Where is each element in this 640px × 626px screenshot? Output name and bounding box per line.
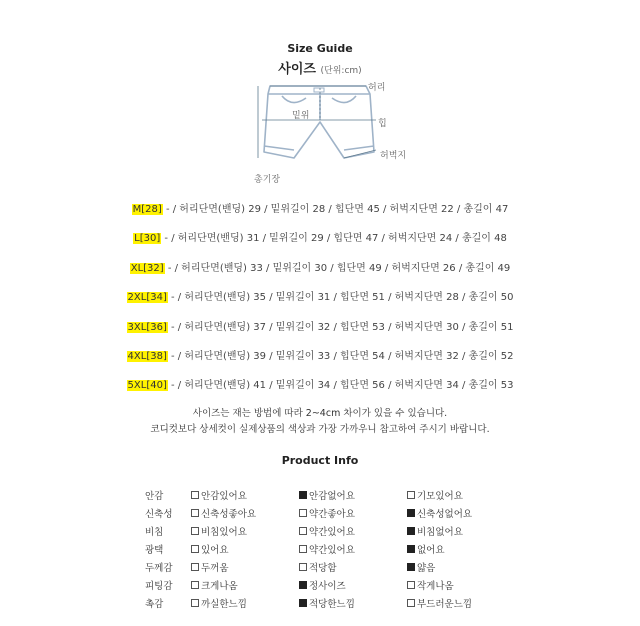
attribute-label: 안감 xyxy=(145,491,164,502)
attribute-option: 두꺼움 xyxy=(191,560,229,574)
size-code: M[28] xyxy=(132,204,162,215)
size-code: L[30] xyxy=(134,233,161,244)
checkbox-icon xyxy=(299,527,307,535)
attribute-option: 신축성좋아요 xyxy=(191,506,256,520)
unit-label: (단위:cm) xyxy=(320,66,362,76)
product-info-row-sheer xyxy=(145,524,585,542)
attribute-option: 약간좋아요 xyxy=(299,506,355,520)
product-info-table xyxy=(145,488,585,614)
product-info-row-stretch xyxy=(145,506,585,524)
attribute-option: 적당한느낌 xyxy=(299,596,355,610)
checkbox-checked-icon xyxy=(299,491,307,499)
checkbox-checked-icon xyxy=(407,545,415,553)
attribute-option: 적당함 xyxy=(299,560,337,574)
checkbox-checked-icon xyxy=(407,563,415,571)
attribute-option: 약간있어요 xyxy=(299,542,355,556)
checkbox-icon xyxy=(191,563,199,571)
checkbox-icon xyxy=(407,581,415,589)
size-row-2xl xyxy=(0,288,640,303)
checkbox-icon xyxy=(407,491,415,499)
attribute-option: 얇음 xyxy=(407,560,435,574)
checkbox-checked-icon xyxy=(407,527,415,535)
attribute-option: 크게나옴 xyxy=(191,578,238,592)
size-row-l xyxy=(0,229,640,244)
attribute-option: 기모있어요 xyxy=(407,488,463,502)
attribute-label: 비침 xyxy=(145,527,164,538)
size-code: 5XL[40] xyxy=(127,380,167,391)
size-subtitle-text: 사이즈 xyxy=(278,62,316,77)
checkbox-checked-icon xyxy=(299,581,307,589)
diagram-label-thigh: 허벅지 xyxy=(380,151,407,161)
checkbox-icon xyxy=(191,491,199,499)
attribute-label: 광택 xyxy=(145,545,164,556)
product-info-row-lining xyxy=(145,488,585,506)
size-guide-title: Size Guide xyxy=(287,42,353,55)
checkbox-icon xyxy=(299,545,307,553)
size-code: 2XL[34] xyxy=(127,292,167,303)
attribute-label: 피팅감 xyxy=(145,581,173,592)
size-code: 3XL[36] xyxy=(127,322,167,333)
product-info-row-fit xyxy=(145,578,585,596)
attribute-option: 신축성없어요 xyxy=(407,506,472,520)
attribute-option: 안감있어요 xyxy=(191,488,247,502)
product-info-row-texture xyxy=(145,596,585,614)
measurement-notes xyxy=(0,406,640,438)
diagram-label-rise: 밑위 xyxy=(292,111,310,121)
checkbox-icon xyxy=(299,509,307,517)
checkbox-icon xyxy=(191,545,199,553)
checkbox-checked-icon xyxy=(299,599,307,607)
attribute-option: 약간있어요 xyxy=(299,524,355,538)
product-info-row-gloss xyxy=(145,542,585,560)
attribute-option: 부드러운느낌 xyxy=(407,596,472,610)
diagram-label-hip: 힙 xyxy=(378,119,387,129)
size-measurements: - / 허리단면(밴딩) 33 / 밑위길이 30 / 힙단면 49 / 허벅지단면 26 / 총길이 49 xyxy=(164,263,511,274)
size-row-4xl xyxy=(0,347,640,362)
size-row-xl xyxy=(0,259,640,274)
shorts-diagram xyxy=(248,74,408,186)
attribute-option: 없어요 xyxy=(407,542,445,556)
size-measurements: - / 허리단면(밴딩) 39 / 밑위길이 33 / 힙단면 54 / 허벅지단면 32 / 총길이 52 xyxy=(167,351,514,362)
checkbox-checked-icon xyxy=(407,509,415,517)
diagram-label-waist: 허리 xyxy=(368,83,386,93)
size-code: XL[32] xyxy=(130,263,164,274)
size-measurements: - / 허리단면(밴딩) 41 / 밑위길이 34 / 힙단면 56 / 허벅지단면 34 / 총길이 53 xyxy=(167,380,514,391)
attribute-option: 비침있어요 xyxy=(191,524,247,538)
attribute-option: 까실한느낌 xyxy=(191,596,247,610)
checkbox-icon xyxy=(191,527,199,535)
size-measurements: - / 허리단면(밴딩) 35 / 밑위길이 31 / 힙단면 51 / 허벅지단면 28 / 총길이 50 xyxy=(167,292,514,303)
size-measurements: - / 허리단면(밴딩) 37 / 밑위길이 32 / 힙단면 53 / 허벅지단면 30 / 총길이 51 xyxy=(167,322,514,333)
attribute-label: 신축성 xyxy=(145,509,173,520)
size-row-5xl xyxy=(0,376,640,391)
attribute-option: 안감없어요 xyxy=(299,488,355,502)
note-line: 코디컷보다 상세컷이 실제상품의 색상과 가장 가까우니 참고하여 주시기 바랍니다. xyxy=(150,424,490,435)
attribute-option: 비침없어요 xyxy=(407,524,463,538)
checkbox-icon xyxy=(191,599,199,607)
attribute-option: 작게나옴 xyxy=(407,578,454,592)
size-code: 4XL[38] xyxy=(127,351,167,362)
attribute-label: 촉감 xyxy=(145,599,164,610)
size-row-3xl xyxy=(0,318,640,333)
checkbox-icon xyxy=(407,599,415,607)
product-info-title: Product Info xyxy=(281,454,359,467)
attribute-option: 있어요 xyxy=(191,542,229,556)
note-line: 사이즈는 재는 방법에 따라 2~4cm 차이가 있을 수 있습니다. xyxy=(192,408,448,419)
attribute-label: 두께감 xyxy=(145,563,173,574)
product-info-row-thickness xyxy=(145,560,585,578)
checkbox-icon xyxy=(191,509,199,517)
attribute-option: 정사이즈 xyxy=(299,578,346,592)
size-row-m xyxy=(0,200,640,215)
checkbox-icon xyxy=(299,563,307,571)
size-measurements: - / 허리단면(밴딩) 29 / 밑위길이 28 / 힙단면 45 / 허벅지단면 22 / 총길이 47 xyxy=(162,204,509,215)
checkbox-icon xyxy=(191,581,199,589)
diagram-label-length: 총기장 xyxy=(254,175,281,185)
size-measurements: - / 허리단면(밴딩) 31 / 밑위길이 29 / 힙단면 47 / 허벅지단면 24 / 총길이 48 xyxy=(161,233,507,244)
